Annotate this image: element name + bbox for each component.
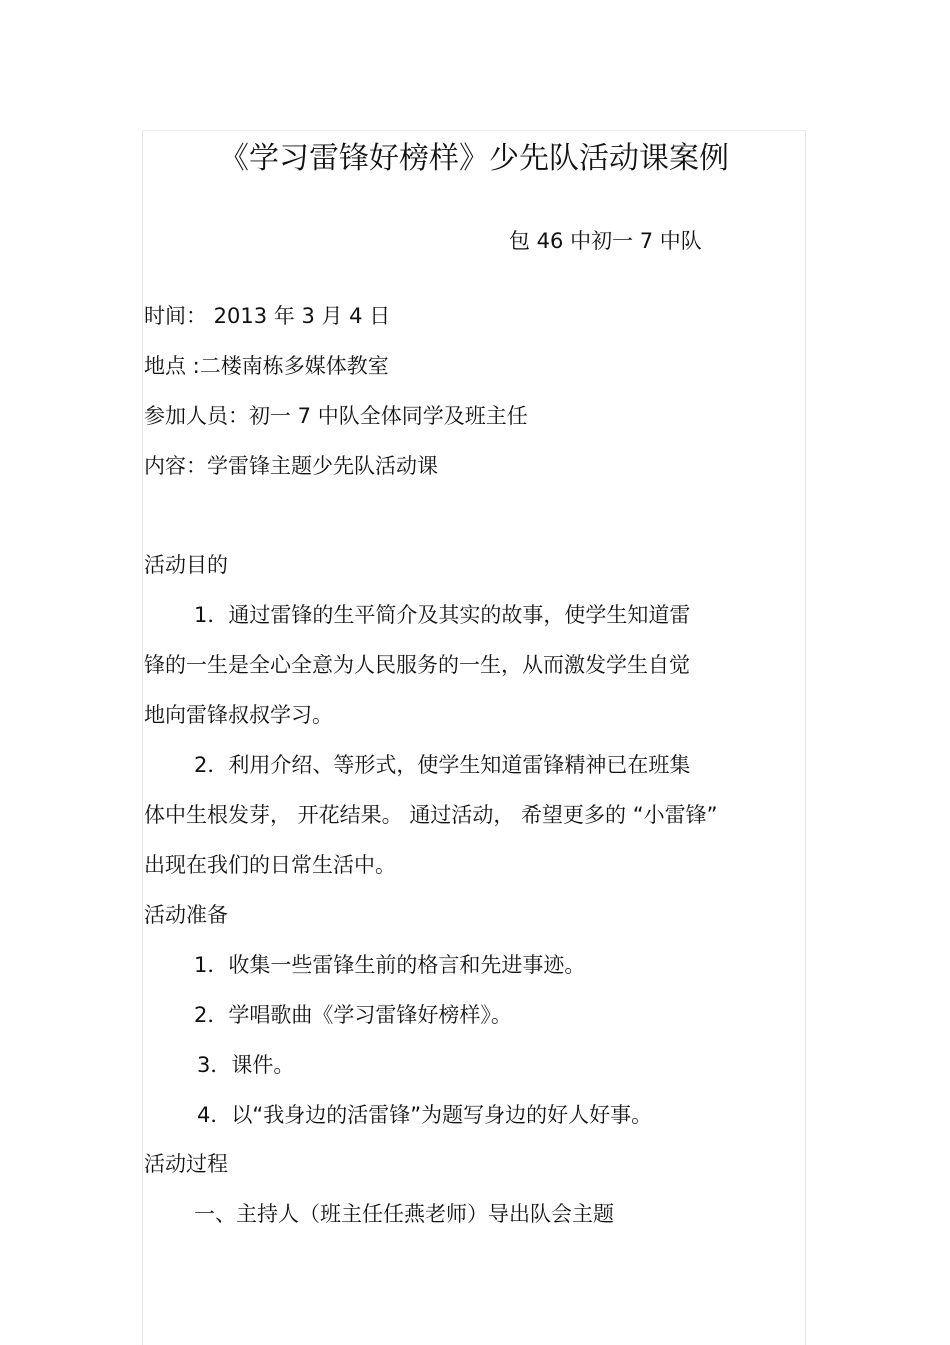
goals-heading: 活动目的 [144,553,228,577]
byline: 包 46 中初一 7 中队 [509,229,702,253]
preparation-heading: 活动准备 [144,903,228,927]
preparation-item: 1．收集一些雷锋生前的格言和先进事迹。 [194,953,586,977]
preparation-item: 4．以“我身边的活雷锋”为题写身边的好人好事。 [197,1103,653,1127]
goal-2-line-3: 出现在我们的日常生活中。 [144,853,396,877]
process-heading: 活动过程 [144,1152,228,1176]
meta-participants: 参加人员：初一 7 中队全体同学及班主任 [144,404,528,428]
meta-time: 时间： 2013 年 3 月 4 日 [144,304,391,328]
preparation-item: 2．学唱歌曲《学习雷锋好榜样》。 [194,1003,512,1027]
goal-1-line-3: 地向雷锋叔叔学习。 [144,703,333,727]
goal-2-line-2: 体中生根发芽， 开花结果。 通过活动， 希望更多的 “小雷锋” [144,803,718,827]
meta-content: 内容：学雷锋主题少先队活动课 [144,454,438,478]
process-step-1: 一、主持人（班主任任燕老师）导出队会主题 [194,1202,614,1226]
preparation-item: 3．课件。 [197,1053,295,1077]
goal-1-line-1: 1．通过雷锋的生平简介及其实的故事，使学生知道雷 [194,603,691,627]
goal-1-line-2: 锋的一生是全心全意为人民服务的一生，从而激发学生自觉 [144,653,690,677]
meta-place: 地点 :二楼南栋多媒体教室 [144,354,389,378]
document-title: 《学习雷锋好榜样》少先队活动课案例 [219,141,729,176]
goal-2-line-1: 2．利用介绍、等形式，使学生知道雷锋精神已在班集 [194,753,691,777]
